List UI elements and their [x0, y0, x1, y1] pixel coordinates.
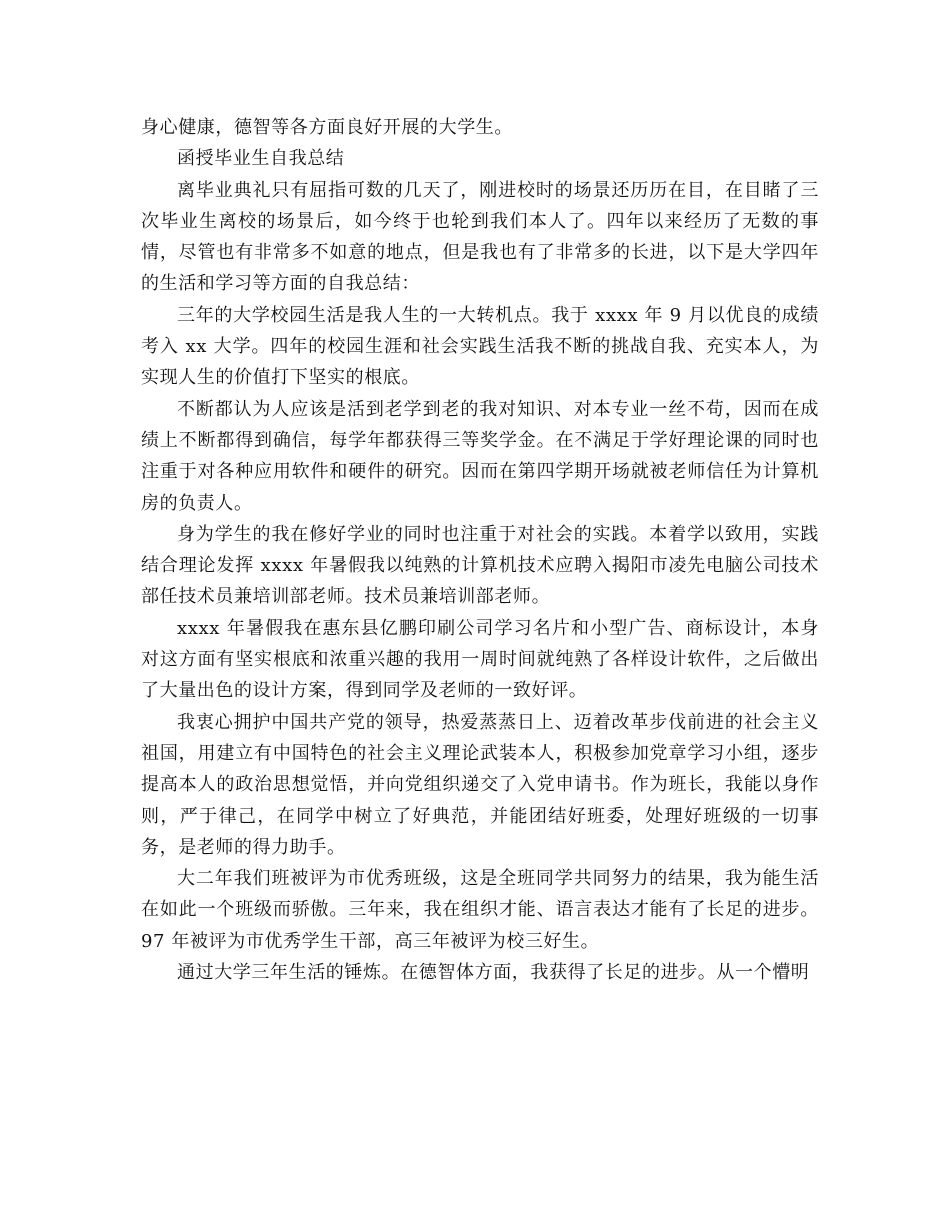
paragraph-continuation: 身心健康，德智等各方面良好开展的大学生。 — [141, 117, 513, 138]
paragraph: 通过大学三年生活的锤炼。在德智体方面，我获得了长足的进步。从一个懵明 — [177, 962, 810, 984]
paragraph: 离毕业典礼只有屈指可数的几天了，刚进校时的场景还历历在目，在目睹了三次毕业生离校的场景后，如今终于也轮到我们本人了。四年以来经历了无数的事情，尽管也有非常多不如意的地点，但是我也有了非常多的长进，以下是大学四年的生活和学习等方面的自我总结： — [141, 179, 819, 295]
paragraph: 不断都认为人应该是活到老学到老的我对知识、对本专业一丝不苟，因而在成绩上不断都得到确信，每学年都获得三等奖学金。在不满足于学好理论课的同时也注重于对各种应用软件和硬件的研究。因而在第四学期开场就被老师信任为计算机房的负责人。 — [141, 398, 819, 514]
paragraph: 身为学生的我在修好学业的同时也注重于对社会的实践。本着学以致用，实践结合理论发挥 xxxx 年暑假我以纯熟的计算机技术应聘入揭阳市凌先电脑公司技术部任技术员兼培训部老师。技术员兼培训部老师。 — [141, 523, 819, 608]
paragraph: 三年的大学校园生活是我人生的一大转机点。我于 xxxx 年 9 月以优良的成绩考入 xx 大学。四年的校园生涯和社会实践生活我不断的挑战自我、充实本人，为实现人生的价值打下坚实的根底。 — [141, 304, 819, 389]
document-body — [141, 112, 819, 988]
section-heading: 函授毕业生自我总结 — [177, 148, 345, 170]
paragraph: 大二年我们班被评为市优秀班级，这是全班同学共同努力的结果，我为能生活在如此一个班级而骄傲。三年来，我在组织才能、语言表达才能有了长足的进步。97 年被评为市优秀学生干部，高三年被评为校三好生。 — [141, 868, 819, 952]
paragraph: 我衷心拥护中国共产党的领导，热爱蒸蒸日上、迈着改革步伐前进的社会主义祖国，用建立有中国特色的社会主义理论武装本人，积极参加党章学习小组，逐步提高本人的政治思想觉悟，并向党组织递交了入党申请书。作为班长，我能以身作则，严于律己，在同学中树立了好典范，并能团结好班委，处理好班级的一切事务，是老师的得力助手。 — [141, 711, 819, 858]
paragraph: xxxx 年暑假我在惠东县亿鹏印刷公司学习名片和小型广告、商标设计，本身对这方面有坚实根底和浓重兴趣的我用一周时间就纯熟了各样设计软件，之后做出了大量出色的设计方案，得到同学及老师的一致好评。 — [141, 617, 819, 702]
